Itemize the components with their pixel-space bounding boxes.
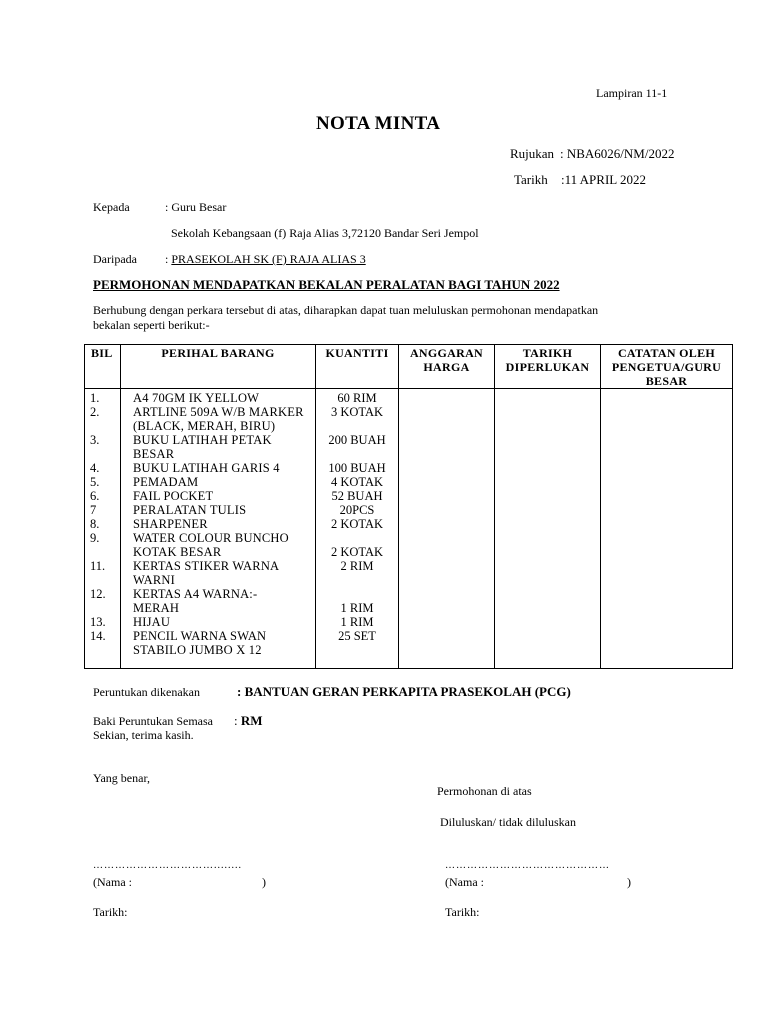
- item-description: A4 70GM IK YELLOW: [133, 391, 260, 405]
- tarikh-left: Tarikh:: [93, 905, 128, 919]
- header-tarikh-diperlukan: [495, 345, 601, 389]
- header-catatan-line-2: PENGETUA/GURU: [611, 360, 722, 374]
- item-description: PERALATAN TULIS: [133, 503, 247, 517]
- item-bil: 2.: [90, 405, 100, 419]
- item-quantity: 4 KOTAK: [330, 475, 384, 489]
- item-quantity: [317, 531, 397, 545]
- item-description: SHARPENER: [133, 517, 208, 531]
- item-bil: [90, 419, 119, 433]
- item-description: (BLACK, MERAH, BIRU): [133, 419, 276, 433]
- item-bil: [90, 601, 119, 615]
- diluluskan-text: Diluluskan/ tidak diluluskan: [440, 815, 576, 829]
- peruntukan-value: BANTUAN GERAN PERKAPITA PRASEKOLAH (PCG): [244, 684, 571, 699]
- header-anggaran-line-2: HARGA: [423, 360, 470, 374]
- header-bil: BIL: [85, 345, 121, 389]
- item-quantity: [317, 587, 397, 601]
- item-quantity: [317, 419, 397, 433]
- item-description: WATER COLOUR BUNCHO: [133, 531, 289, 545]
- item-quantity: 2 RIM: [340, 559, 374, 573]
- item-quantity: 20PCS: [339, 503, 375, 517]
- rujukan-value: : NBA6026/NM/2022: [560, 146, 675, 161]
- anggaran-harga-column: [399, 389, 495, 669]
- item-quantity: 1 RIM: [340, 601, 374, 615]
- item-quantity: 1 RIM: [340, 615, 374, 629]
- intro-line-1: Berhubung dengan perkara tersebut di atas, diharapkan dapat tuan meluluskan permohonan mendapatkan: [93, 303, 599, 317]
- table-header-row: [85, 345, 733, 389]
- kepada-label: Kepada: [93, 200, 130, 214]
- item-description: HIJAU: [133, 615, 171, 629]
- item-bil: 4.: [90, 461, 100, 475]
- item-description: STABILO JUMBO X 12: [133, 643, 262, 657]
- item-bil: 8.: [90, 517, 100, 531]
- tarikh-value: :11 APRIL 2022: [561, 172, 646, 187]
- item-bil: 9.: [90, 531, 100, 545]
- catatan-column: [601, 389, 733, 669]
- item-bil: 12.: [90, 587, 106, 601]
- item-description: BUKU LATIHAH PETAK: [133, 433, 272, 447]
- peruntukan-label: Peruntukan dikenakan: [93, 685, 200, 699]
- item-bil: 5.: [90, 475, 100, 489]
- item-bil: 1.: [90, 391, 100, 405]
- school-address: Sekolah Kebangsaan (f) Raja Alias 3,72120 Bandar Seri Jempol: [171, 226, 479, 240]
- item-quantity: 60 RIM: [337, 391, 377, 405]
- signature-line-left: ……………………………........: [93, 860, 242, 871]
- item-quantity: 2 KOTAK: [330, 517, 384, 531]
- header-catatan-line-1: CATATAN OLEH: [617, 346, 716, 360]
- baki-label: Baki Peruntukan Semasa: [93, 714, 213, 728]
- item-quantity: 200 BUAH: [328, 433, 386, 447]
- closing-text: Sekian, terima kasih.: [93, 728, 194, 742]
- peruntukan-colon: :: [237, 684, 245, 699]
- kuantiti-column: [316, 389, 399, 669]
- item-description: WARNI: [133, 573, 175, 587]
- item-quantity: 52 BUAH: [331, 489, 383, 503]
- nama-right-open: (Nama :: [445, 875, 484, 889]
- item-bil: 11.: [90, 559, 106, 573]
- item-quantity: [317, 643, 397, 657]
- item-description: BESAR: [133, 447, 175, 461]
- item-bil: [90, 545, 119, 559]
- subject-heading: PERMOHONAN MENDAPATKAN BEKALAN PERALATAN BAGI TAHUN 2022: [93, 277, 560, 292]
- header-kuantiti: KUANTITI: [316, 345, 399, 389]
- item-description: KERTAS A4 WARNA:-: [133, 587, 258, 601]
- header-catatan-line-3: BESAR: [645, 374, 688, 388]
- signature-line-right: ………………………………………: [445, 860, 610, 871]
- header-tarikh-line-2: DIPERLUKAN: [505, 360, 590, 374]
- item-bil: 6.: [90, 489, 100, 503]
- item-description: BUKU LATIHAH GARIS 4: [133, 461, 280, 475]
- item-bil: [90, 573, 119, 587]
- item-quantity: 100 BUAH: [328, 461, 386, 475]
- header-tarikh-line-1: TARIKH: [522, 346, 573, 360]
- item-description: MERAH: [133, 601, 180, 615]
- header-anggaran-harga: [399, 345, 495, 389]
- tarikh-right: Tarikh:: [445, 905, 480, 919]
- bil-column: [85, 389, 121, 669]
- nama-left-open: (Nama :: [93, 875, 132, 889]
- item-bil: 14.: [90, 629, 106, 643]
- table-body-row: [85, 389, 733, 669]
- item-quantity: [317, 573, 397, 587]
- perihal-barang-column: [121, 389, 316, 669]
- item-quantity: 3 KOTAK: [330, 405, 384, 419]
- item-bil: 7: [90, 503, 97, 517]
- tarikh-diperlukan-column: [495, 389, 601, 669]
- permohonan-di-atas: Permohonan di atas: [437, 784, 532, 798]
- kepada-value: : Guru Besar: [165, 200, 227, 214]
- items-table: [84, 344, 733, 669]
- intro-line-2: bekalan seperti berikut:-: [93, 318, 210, 332]
- item-bil: [90, 447, 119, 461]
- baki-field: [234, 713, 263, 729]
- rujukan-label: Rujukan: [510, 146, 555, 161]
- item-quantity: [317, 447, 397, 461]
- daripada-colon: :: [165, 252, 172, 266]
- daripada-field: [165, 252, 366, 267]
- tarikh-label: Tarikh: [514, 172, 548, 187]
- item-description: ARTLINE 509A W/B MARKER: [133, 405, 304, 419]
- item-description: PEMADAM: [133, 475, 199, 489]
- item-description: PENCIL WARNA SWAN: [133, 629, 267, 643]
- header-catatan: [601, 345, 733, 389]
- item-description: FAIL POCKET: [133, 489, 214, 503]
- daripada-label: Daripada: [93, 252, 137, 266]
- header-perihal-barang: PERIHAL BARANG: [121, 345, 316, 389]
- baki-colon: :: [234, 713, 241, 728]
- item-quantity: 2 KOTAK: [330, 545, 384, 559]
- yang-benar: Yang benar,: [93, 771, 150, 785]
- item-bil: 13.: [90, 615, 106, 629]
- nama-right-close: ): [627, 875, 631, 889]
- document-title: NOTA MINTA: [316, 113, 441, 134]
- item-bil: [90, 643, 119, 657]
- daripada-value: PRASEKOLAH SK (F) RAJA ALIAS 3: [171, 252, 366, 266]
- header-anggaran-line-1: ANGGARAN: [409, 346, 484, 360]
- baki-value: RM: [240, 713, 263, 728]
- item-description: KERTAS STIKER WARNA: [133, 559, 280, 573]
- item-description: KOTAK BESAR: [133, 545, 222, 559]
- peruntukan-field: [237, 684, 571, 700]
- nama-left-close: ): [262, 875, 266, 889]
- item-quantity: 25 SET: [338, 629, 376, 643]
- lampiran-label: Lampiran 11-1: [596, 86, 668, 100]
- item-bil: 3.: [90, 433, 100, 447]
